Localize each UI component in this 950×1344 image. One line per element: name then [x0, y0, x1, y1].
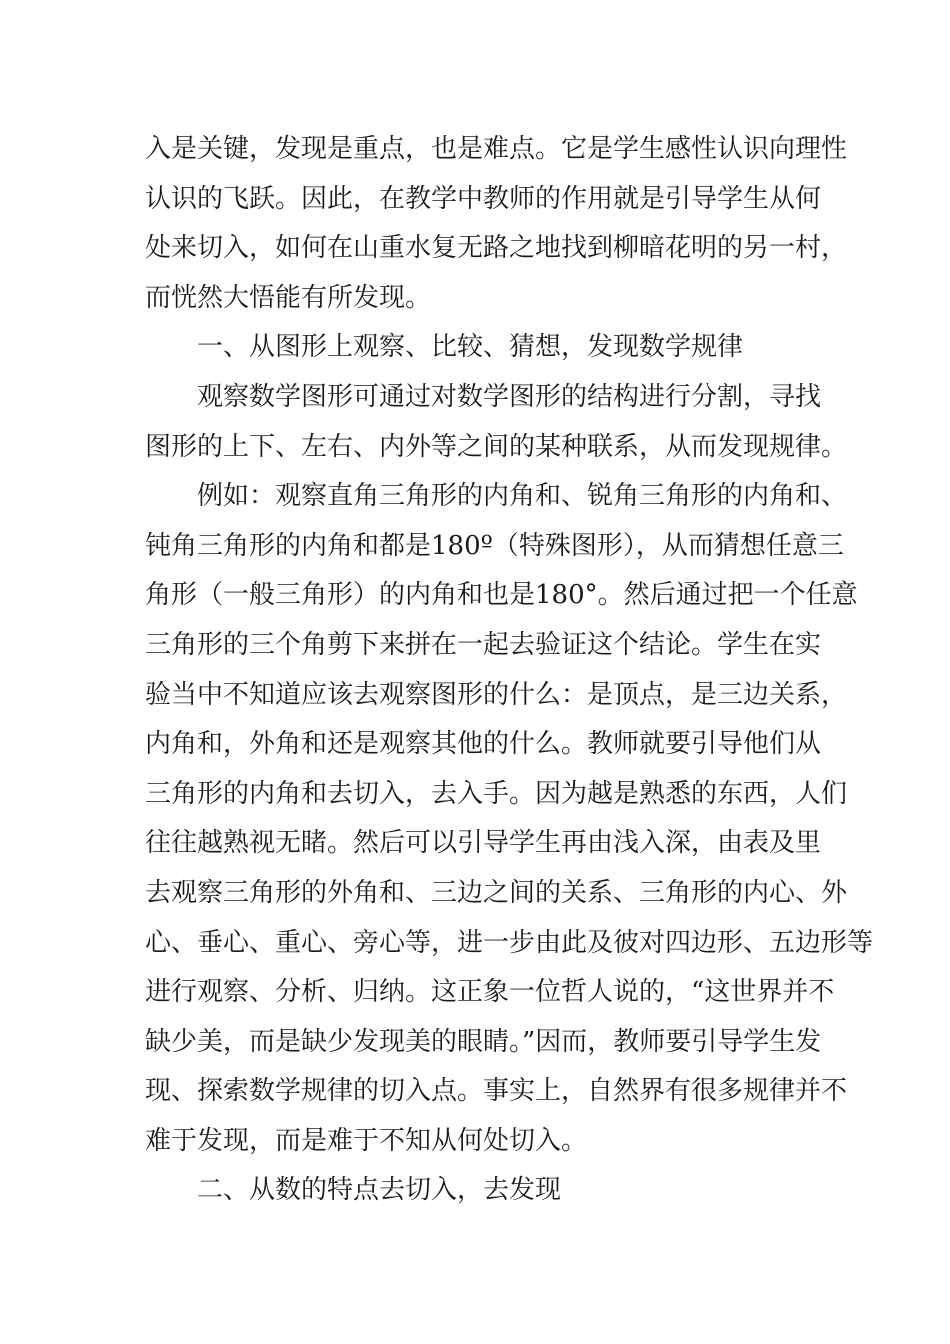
heading-text: 二、从数的特点去切入，去发现 — [197, 1175, 562, 1206]
paragraph-intro-continuation — [145, 125, 848, 323]
section-heading-2 — [145, 1166, 810, 1216]
paragraph-example-triangles — [145, 472, 874, 1166]
text-line: 例如：观察直角三角形的内角和、锐角三角形的内角和、 — [197, 481, 848, 512]
text-line: 处来切入，如何在山重水复无路之地找到柳暗花明的另一村， — [145, 233, 848, 264]
text-line: 图形的上下、左右、内外等之间的某种联系，从而发现规律。 — [145, 431, 848, 462]
text-line: 难于发现，而是难于不知从何处切入。 — [145, 1125, 588, 1156]
text-line: 去观察三角形的外角和、三边之间的关系、三角形的内心、外 — [145, 877, 848, 908]
document-body — [145, 125, 874, 1216]
text-line: 观察数学图形可通过对数学图形的结构进行分割，寻找 — [197, 381, 822, 412]
text-line: 三角形的三个角剪下来拼在一起去验证这个结论。学生在实 — [145, 629, 822, 660]
section-heading-1 — [145, 323, 810, 373]
text-line: 内角和，外角和还是观察其他的什么。教师就要引导他们从 — [145, 729, 822, 760]
text-line: 而恍然大悟能有所发现。 — [145, 282, 432, 313]
text-line: 心、垂心、重心、旁心等，进一步由此及彼对四边形、五边形等 — [145, 927, 874, 958]
text-line: 三角形的内角和去切入，去入手。因为越是熟悉的东西，人们 — [145, 778, 848, 809]
text-line: 进行观察、分析、归纳。这正象一位哲人说的，“这世界并不 — [145, 977, 835, 1008]
text-line: 入是关键，发现是重点，也是难点。它是学生感性认识向理性 — [145, 134, 848, 164]
paragraph-observe-figures — [145, 373, 848, 472]
text-line: 认识的飞跃。因此，在教学中教师的作用就是引导学生从何 — [145, 183, 822, 214]
text-line: 现、探索数学规律的切入点。事实上，自然界有很多规律并不 — [145, 1076, 848, 1107]
text-line: 往往越熟视无睹。然后可以引导学生再由浅入深，由表及里 — [145, 828, 822, 859]
text-line: 验当中不知道应该去观察图形的什么：是顶点，是三边关系， — [145, 679, 848, 710]
text-line: 钝角三角形的内角和都是180º（特殊图形），从而猜想任意三 — [145, 530, 844, 561]
heading-text: 一、从图形上观察、比较、猜想，发现数学规律 — [197, 332, 744, 363]
text-line: 角形（一般三角形）的内角和也是180°。然后通过把一个任意 — [145, 580, 858, 611]
text-line: 缺少美，而是缺少发现美的眼睛。”因而，教师要引导学生发 — [145, 1026, 822, 1057]
